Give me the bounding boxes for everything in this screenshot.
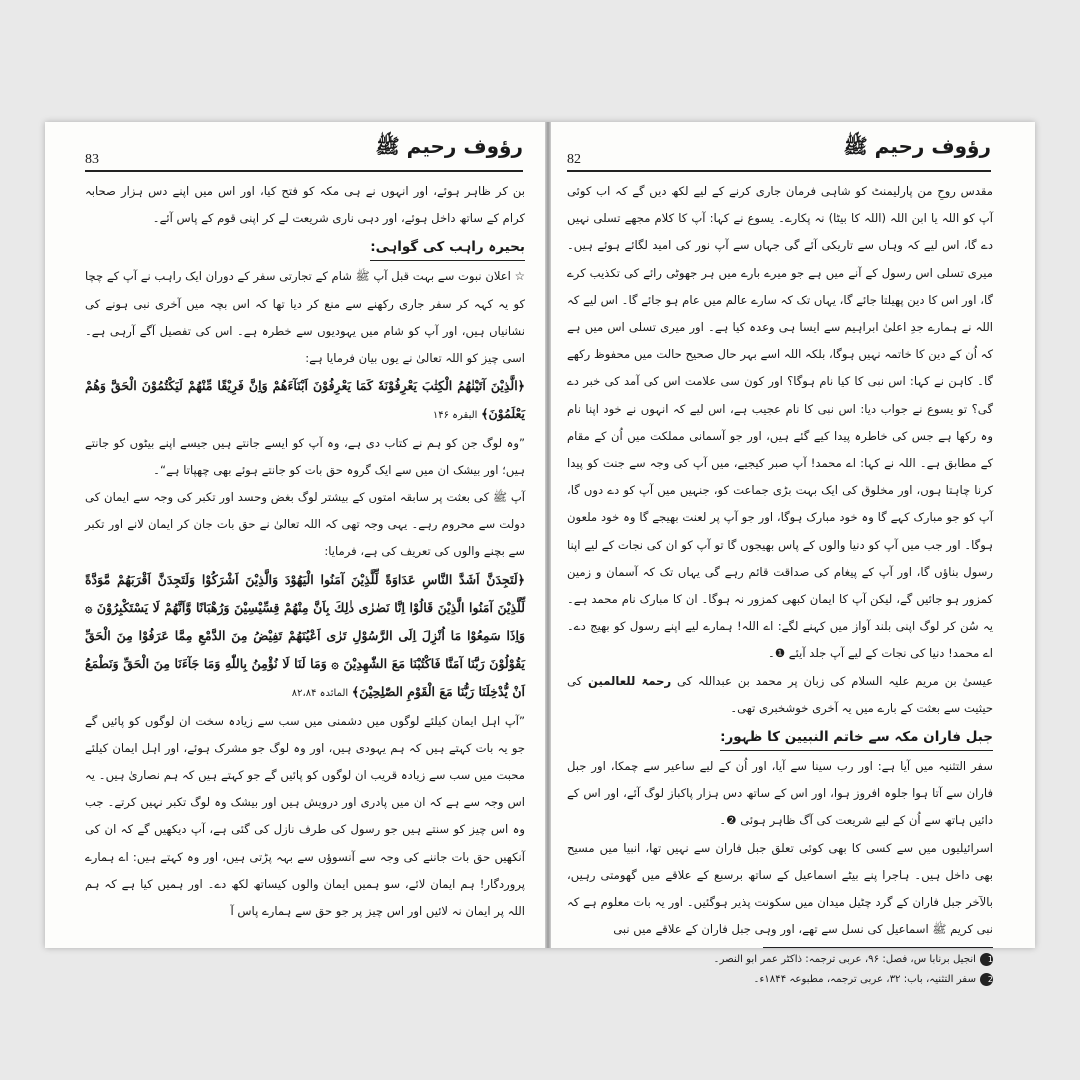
quran-verse: ﴿الَّذِيْنَ آتَيْنٰهُمُ الْكِتٰبَ يَعْرِفُوْنَهٗ كَمَا يَعْرِفُوْنَ اَبْنَآءَهُمْ وَاِنَّ فَرِيْقًا مِّنْهُمْ لَيَكْتُمُوْنَ الْحَقَّ وَهُمْ يَعْلَمُوْنَ﴾ (85, 378, 525, 422)
footnote-number: 1 (980, 953, 993, 966)
paragraph: ☆ اعلان نبوت سے بہت قبل آپ ﷺ شام کے تجارتی سفر کے دوران ایک راہب نے آپ کے چچا کو یہ کہہ کر سفر جاری رکھنے سے منع کر دیا تھا کہ اس بچہ میں آخری نبی ہونے کی نشانیاں ہیں، اور آپ کو شام میں یہودیوں سے خطرہ ہے۔ اس کی تفصیل آگے آرہی ہے۔ اسی چیز کو اللہ تعالیٰ نے یوں بیان فرمایا ہے: (85, 269, 525, 366)
paragraph: آپ ﷺ کی بعثت پر سابقہ امتوں کے بیشتر لوگ بغض وحسد اور تکبر کی وجہ سے ایمان کی دولت سے محروم رہے۔ یہی وجہ تھی کہ اللہ تعالیٰ نے حق بات جان کر ایمان لانے اور تکبر سے بچنے والوں کی تعریف کی ہے، فرمایا: (85, 490, 525, 559)
section-heading: بحیرہ راہب کی گواہی: (370, 234, 525, 261)
page-header (85, 134, 523, 172)
paragraph: سفر التثنیہ میں آیا ہے: اور رب سینا سے آیا، اور اُن کے لیے ساعیر سے چمکا، اور جبل فاران سے آتا ہوا جلوہ افروز ہوا، اور اس کے ساتھ دس ہزار پاکباز لوگ آئے، اور اس کے دائیں ہاتھ سے اُن کے لیے شریعت کی آگ ظاہر ہوئی ❷۔ (567, 759, 993, 828)
paragraph (567, 668, 993, 722)
footnote-text: سفر التثنیہ، باب: ۳۲، عربی ترجمہ، مطبوعہ ۱۸۴۴ء۔ (753, 974, 976, 986)
page-83 (45, 122, 545, 948)
quran-verse-block (85, 566, 525, 708)
running-title: رؤوف رحیم ﷺ (375, 134, 523, 158)
emphasis-text: رحمۃ للعالمین (588, 673, 672, 688)
text-run: عیسیٰ بن مریم علیہ السلام کی زبان پر محمد بن عبداللہ کی (671, 673, 993, 688)
section-heading: جبل فاران مکہ سے خاتم النبیین کا ظہور: (720, 724, 993, 751)
quran-verse-block (85, 372, 525, 429)
translation: ”وہ لوگ جن کو ہم نے کتاب دی ہے، وہ آپ کو ایسے جانتے ہیں جیسے اپنے بیٹوں کو جانتے ہیں؛ اور بیشک ان میں سے ایک گروہ حق بات کو جانتے ہوئے بھی چھپاتا ہے“۔ (85, 435, 525, 477)
translation: ”آپ اہل ایمان کیلئے لوگوں میں دشمنی میں سب سے زیادہ سخت ان لوگوں کو پائیں گے جو یہ بات کہتے ہیں کہ ہم یہودی ہیں، اور وہ لوگ جو مشرک ہوئے، اور اہل ایمان کیلئے محبت میں سب سے زیادہ قریب ان لوگوں کو پائیں گے جو کہتے ہیں کہ ہم نصاریٰ ہیں۔ یہ اس وجہ سے ہے کہ ان میں پادری اور درویش ہیں اور بیشک وہ لوگ تکبر نہیں کرتے۔ جب وہ اس چیز کو سنتے ہیں جو رسول کی طرف نازل کی گئی ہے، آپ دیکھیں گے کہ ان کی آنکھیں حق بات جاننے کی وجہ سے آنسوؤں سے بہہ پڑتی ہیں، اور وہ کہتے ہیں: اے ہمارے پروردگار! ہم ایمان لائے، سو ہمیں ایمان والوں کیساتھ لکھ دے۔ اور ہمیں کیا ہے کہ ہم اللہ پر ایمان نہ لائیں اور اس چیز پر جو حق سے ہمارے پاس آ (85, 713, 525, 919)
paragraph: اسرائیلیوں میں سے کسی کا بھی کوئی تعلق جبل فاران سے نہیں تھا، انبیا میں مسیح بھی داخل ہیں۔ ہاجرا پنے بیٹے اسماعیل کے ساتھ برسبع کے علاقے میں گھومتی رہیں، بالآخر جبل فاران کے گرد چٹیل میدان میں سکونت پذیر ہوگئیں۔ اور یہ بات معلوم ہے کہ نبی کریم ﷺ اسماعیل کی نسل سے تھے، اور وہی جبل فاران کے علاقے میں نبی (567, 840, 993, 937)
page-82 (551, 122, 1035, 986)
page-body (567, 178, 993, 986)
footnote-text: انجیل برنابا س، فصل: ۹۶، عربی ترجمہ: ذاکٹر عمر ابو النصر۔ (713, 954, 976, 966)
text-run: کی حیثیت سے بعثت کے بارے میں یہ آخری خوشخبری تھی۔ (567, 673, 993, 715)
quran-verse: ﴿لَتَجِدَنَّ اَشَدَّ النَّاسِ عَدَاوَةً لِّلَّذِيْنَ آمَنُوا الْيَهُوْدَ وَالَّذِيْنَ اَشْرَكُوْا وَلَتَجِدَنَّ اَقْرَبَهُمْ مَّوَدَّةً لِّلَّذِيْنَ آمَنُوا الَّذِيْنَ قَالُوْا اِنَّا نَصٰرٰى ذٰلِكَ بِاَنَّ مِنْهُمْ قِسِّيْسِيْنَ وَرُهْبَانًا وَّاَنَّهُمْ لَا يَسْتَكْبِرُوْنَ ۞ وَاِذَا سَمِعُوْا مَا اُنْزِلَ اِلَى الرَّسُوْلِ تَرٰى اَعْيُنَهُمْ تَفِيْضُ مِنَ الدَّمْعِ مِمَّا عَرَفُوْا مِنَ الْحَقِّ يَقُوْلُوْنَ رَبَّنَا آمَنَّا فَاكْتُبْنَا مَعَ الشّٰهِدِيْنَ ۞ وَمَا لَنَا لَا نُؤْمِنُ بِاللّٰهِ وَمَا جَآءَنَا مِنَ الْحَقِّ وَنَطْمَعُ اَنْ يُّدْخِلَنَا رَبُّنَا مَعَ الْقَوْمِ الصّٰلِحِيْنَ﴾ (85, 571, 525, 700)
book-spread (45, 122, 1035, 986)
paragraph: مقدس روحِ من پارلیمنٹ کو شاہی فرمان جاری کرنے کے لیے لکھ دیں گے کہ اب کوئی آپ کو اللہ یا ابن اللہ (اللہ کا بیٹا) نہ پکارے۔ یسوع نے کہا: آپ کا کلام مجھے تسلی نہیں دے گا، اس لیے کہ وہاں سے تاریکی آئے گی جہاں سے آپ نور کی امید لگائے ہوئے ہیں۔ میری تسلی اس رسول کے آنے میں ہے جو میرے بارے میں ہر جھوٹی رائے کی تکذیب کرے گا، اور اس کا دین پھیلتا جائے گا، یہاں تک کہ سارے عالم میں عام ہو جائے گا۔ اس لیے کہ اللہ نے ہمارے جدِ اعلیٰ ابراہیم سے ایسا ہی وعدہ کیا ہے۔ اور میری تسلی اس میں ہے کہ اُن کے دین کا خاتمہ نہیں ہوگا، بلکہ اللہ اسے بہر حال صحیح حالت میں محفوظ رکھے گا۔ کاہن نے کہا: اس نبی کا کیا نام ہوگا؟ اور کون سی علامت اس کی آمد کی خبر دے گی؟ تو یسوع نے جواب دیا: اس نبی کا نام عجیب ہے، اس لیے کہ انہوں نے خود اپنا نام وہ رکھا ہے جس کی خاطرہ پیدا کیے گئے ہیں، اور جو آسمانی مملکت میں اُن کے مقام کے مطابق ہے۔ اللہ نے کہا: اے محمد! آپ صبر کیجیے، میں آپ کی وجہ سے جنت کو پیدا کرنا چاہتا ہوں، اور مخلوق کی ایک بہت بڑی جماعت کو، جنہیں میں آپ کو دے دوں گا، آپ کو جو مبارک کہے گا وہ خود مبارک ہوگا، اور جو آپ پر لعنت بھیجے گا وہ خود ملعون ہوگا۔ اور جب میں آپ کو دنیا والوں کے پاس بھیجوں گا تو آپ کو ان کی نجات کے لیے اپنا رسول بناؤں گا، اور آپ کے پیغام کی صداقت قائم رہے گی یہاں تک کہ آسمان و زمین کمزور ہو جائیں گے، لیکن آپ کا ایمان کبھی کمزور نہ ہوگا۔ ان کا مبارک نام محمد ہے۔ یہ سُن کر لوگ اپنی بلند آواز میں کہنے لگے: اے اللہ! ہمارے لیے اپنے رسول کو بھیج دے۔ اے محمد! دنیا کی نجات کے لیے آپ جلد آیئے ❶۔ (567, 184, 993, 661)
paragraph: بن کر ظاہر ہوئے، اور انہوں نے ہی مکہ کو فتح کیا، اور اس میں اپنے دس ہزار صحابہ کرام کے ساتھ داخل ہوئے، اور دہی ناری شریعت لے کر اپنی قوم کے پاس آئے۔ (85, 184, 525, 226)
footnote (567, 970, 993, 990)
running-title: رؤوف رحیم ﷺ (843, 134, 991, 158)
footnote-divider (763, 947, 993, 948)
footnote-number: 2 (980, 973, 993, 986)
footnote (567, 950, 993, 970)
verse-reference: المائدہ ۸۲،۸۴ (291, 688, 349, 700)
verse-reference: البقرہ ۱۴۶ (432, 410, 478, 422)
page-number: 83 (85, 152, 99, 167)
page-header (567, 134, 991, 172)
page-body (85, 178, 525, 930)
page-number: 82 (567, 152, 581, 167)
